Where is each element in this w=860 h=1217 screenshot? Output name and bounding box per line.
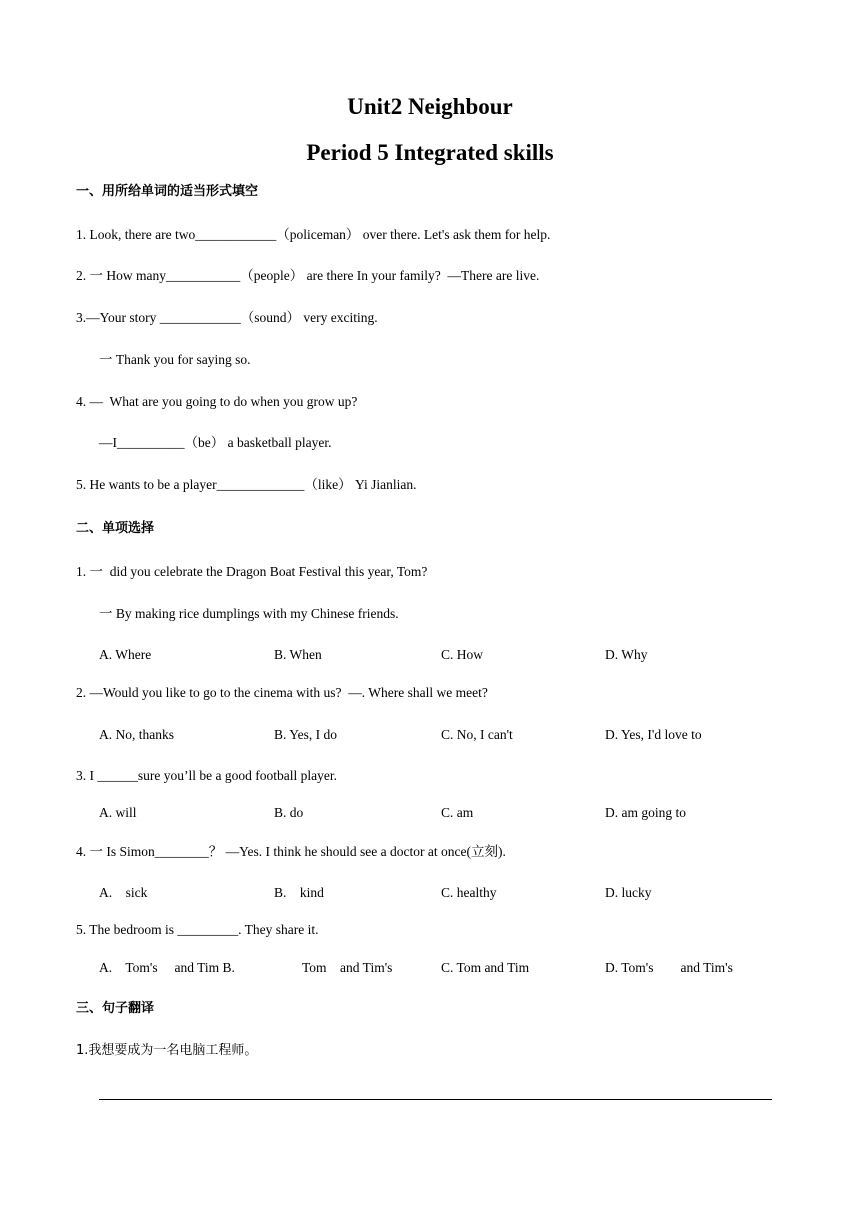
translation-answer-line [99,1099,772,1100]
mc-q4-option-a: A. sick [99,885,148,900]
mc-q2-option-a: A. No, thanks [99,727,174,742]
section-1-heading: 一、用所给单词的适当形式填空 [76,184,259,199]
mc-q1-option-c: C. How [441,647,484,662]
mc-q5-option-a: A. Tom's and Tim B. [99,960,235,975]
mc-q2-option-c: C. No, I can't [441,727,513,742]
mc-question-5: 5. The bedroom is _________. They share it. [76,922,319,937]
fill-item-3: 3.—Your story ____________（sound） very exciting. [76,310,378,325]
mc-question-2: 2. —Would you like to go to the cinema with us? —. Where shall we meet? [76,685,488,700]
mc-q1-option-a: A. Where [99,647,152,662]
page-title: Unit2 Neighbour [347,94,513,119]
mc-q3-option-c: C. am [441,805,474,820]
mc-question-3: 3. I ______sure you’ll be a good football player. [76,768,337,783]
mc-q3-option-a: A. will [99,805,137,820]
section-2-heading: 二、单项选择 [76,521,155,536]
mc-q5-option-b-text: Tom and Tim's [302,960,393,975]
mc-q5-option-c: C. Tom and Tim [441,960,530,975]
section-3-heading: 三、句子翻译 [76,1001,155,1016]
mc-question-1: 1. 一 did you celebrate the Dragon Boat Festival this year, Tom? [76,564,428,579]
fill-item-4: 4. — What are you going to do when you grow up? [76,394,358,409]
mc-q4-option-d: D. lucky [605,885,652,900]
fill-item-5: 5. He wants to be a player_____________（like） Yi Jianlian. [76,477,417,492]
mc-q2-option-b: B. Yes, I do [274,727,338,742]
mc-q2-option-d: D. Yes, I'd love to [605,727,702,742]
mc-question-1-reply: 一 By making rice dumplings with my Chinese friends. [99,606,399,621]
fill-item-2: 2. 一 How many___________（people） are there In your family? —There are live. [76,268,540,283]
mc-q5-option-d: D. Tom's and Tim's [605,960,733,975]
fill-item-4-reply: —I__________（be） a basketball player. [99,435,332,450]
fill-item-1: 1. Look, there are two____________（policeman） over there. Let's ask them for help. [76,227,551,242]
mc-q3-option-b: B. do [274,805,304,820]
mc-q4-option-c: C. healthy [441,885,497,900]
mc-q1-option-d: D. Why [605,647,648,662]
page-subtitle: Period 5 Integrated skills [306,140,554,165]
mc-question-4: 4. 一 Is Simon________？ —Yes. I think he should see a doctor at once(立刻). [76,844,506,859]
fill-item-3-reply: 一 Thank you for saying so. [99,352,251,367]
mc-q4-option-b: B. kind [274,885,324,900]
mc-q1-option-b: B. When [274,647,322,662]
mc-q3-option-d: D. am going to [605,805,686,820]
translation-item-1: 1.我想要成为一名电脑工程师。 [76,1043,258,1058]
